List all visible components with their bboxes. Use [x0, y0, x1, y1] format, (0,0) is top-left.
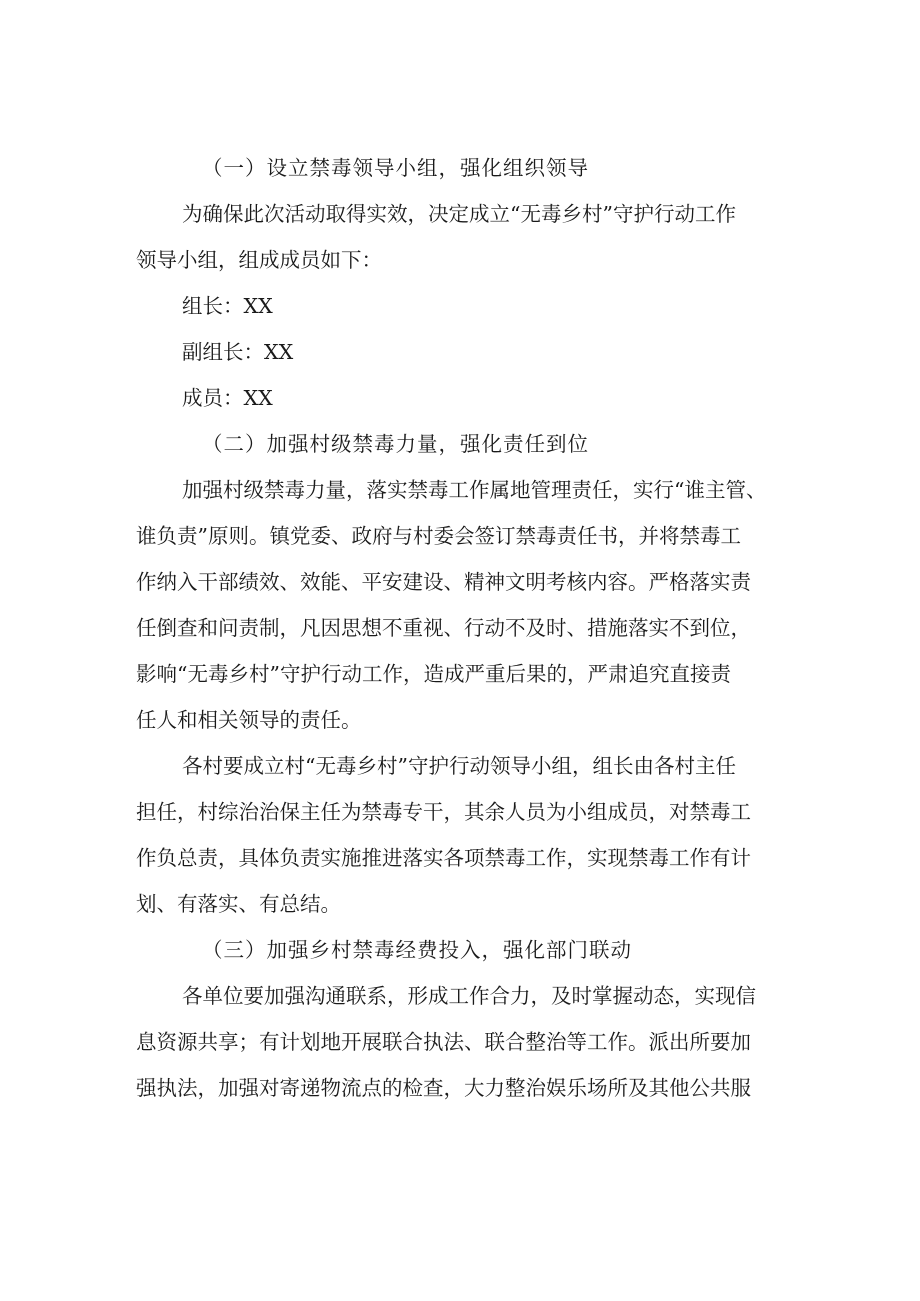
paragraph-line: 影响“无毒乡村”守护行动工作，造成严重后果的，严肃追究直接责 [136, 662, 731, 686]
section-heading-2: （二）加强村级禁毒力量，强化责任到位 [202, 432, 589, 456]
paragraph-line: 息资源共享；有计划地开展联合执法、联合整治等工作。派出所要加 [136, 1030, 751, 1054]
paragraph-line: 各村要成立村“无毒乡村”守护行动领导小组，组长由各村主任 [182, 754, 736, 778]
paragraph-line: 强执法，加强对寄递物流点的检查，大力整治娱乐场所及其他公共服 [136, 1076, 751, 1100]
section-heading-3: （三）加强乡村禁毒经费投入，强化部门联动 [202, 938, 632, 962]
paragraph-line: 作负总责，具体负责实施推进落实各项禁毒工作，实现禁毒工作有计 [136, 846, 751, 870]
paragraph-line: 领导小组，组成成员如下： [136, 248, 382, 272]
paragraph-line: 为确保此次活动取得实效，决定成立“无毒乡村”守护行动工作 [182, 202, 736, 226]
paragraph [136, 474, 920, 736]
paragraph-line: 作纳入干部绩效、效能、平安建设、精神文明考核内容。严格落实责 [136, 570, 751, 594]
member-leader: 组长：XX [182, 294, 273, 318]
paragraph-line: 谁负责”原则。镇党委、政府与村委会签订禁毒责任书，并将禁毒工 [136, 524, 741, 548]
paragraph [136, 198, 920, 276]
member-members: 成员：XX [182, 386, 273, 410]
paragraph-line: 任人和相关领导的责任。 [136, 708, 362, 732]
paragraph-line: 任倒查和问责制，凡因思想不重视、行动不及时、措施落实不到位， [136, 616, 751, 640]
paragraph [136, 750, 920, 920]
paragraph-line: 划、有落实、有总结。 [136, 892, 341, 916]
paragraph-line: 加强村级禁毒力量，落实禁毒工作属地管理责任，实行“谁主管、 [182, 478, 767, 502]
paragraph-line: 各单位要加强沟通联系，形成工作合力，及时掌握动态，实现信 [182, 984, 756, 1008]
section-heading-1: （一）设立禁毒领导小组，强化组织领导 [202, 156, 589, 180]
paragraph [136, 980, 920, 1104]
member-deputy-leader: 副组长：XX [182, 340, 294, 364]
paragraph-line: 担任，村综治治保主任为禁毒专干，其余人员为小组成员，对禁毒工 [136, 800, 751, 824]
